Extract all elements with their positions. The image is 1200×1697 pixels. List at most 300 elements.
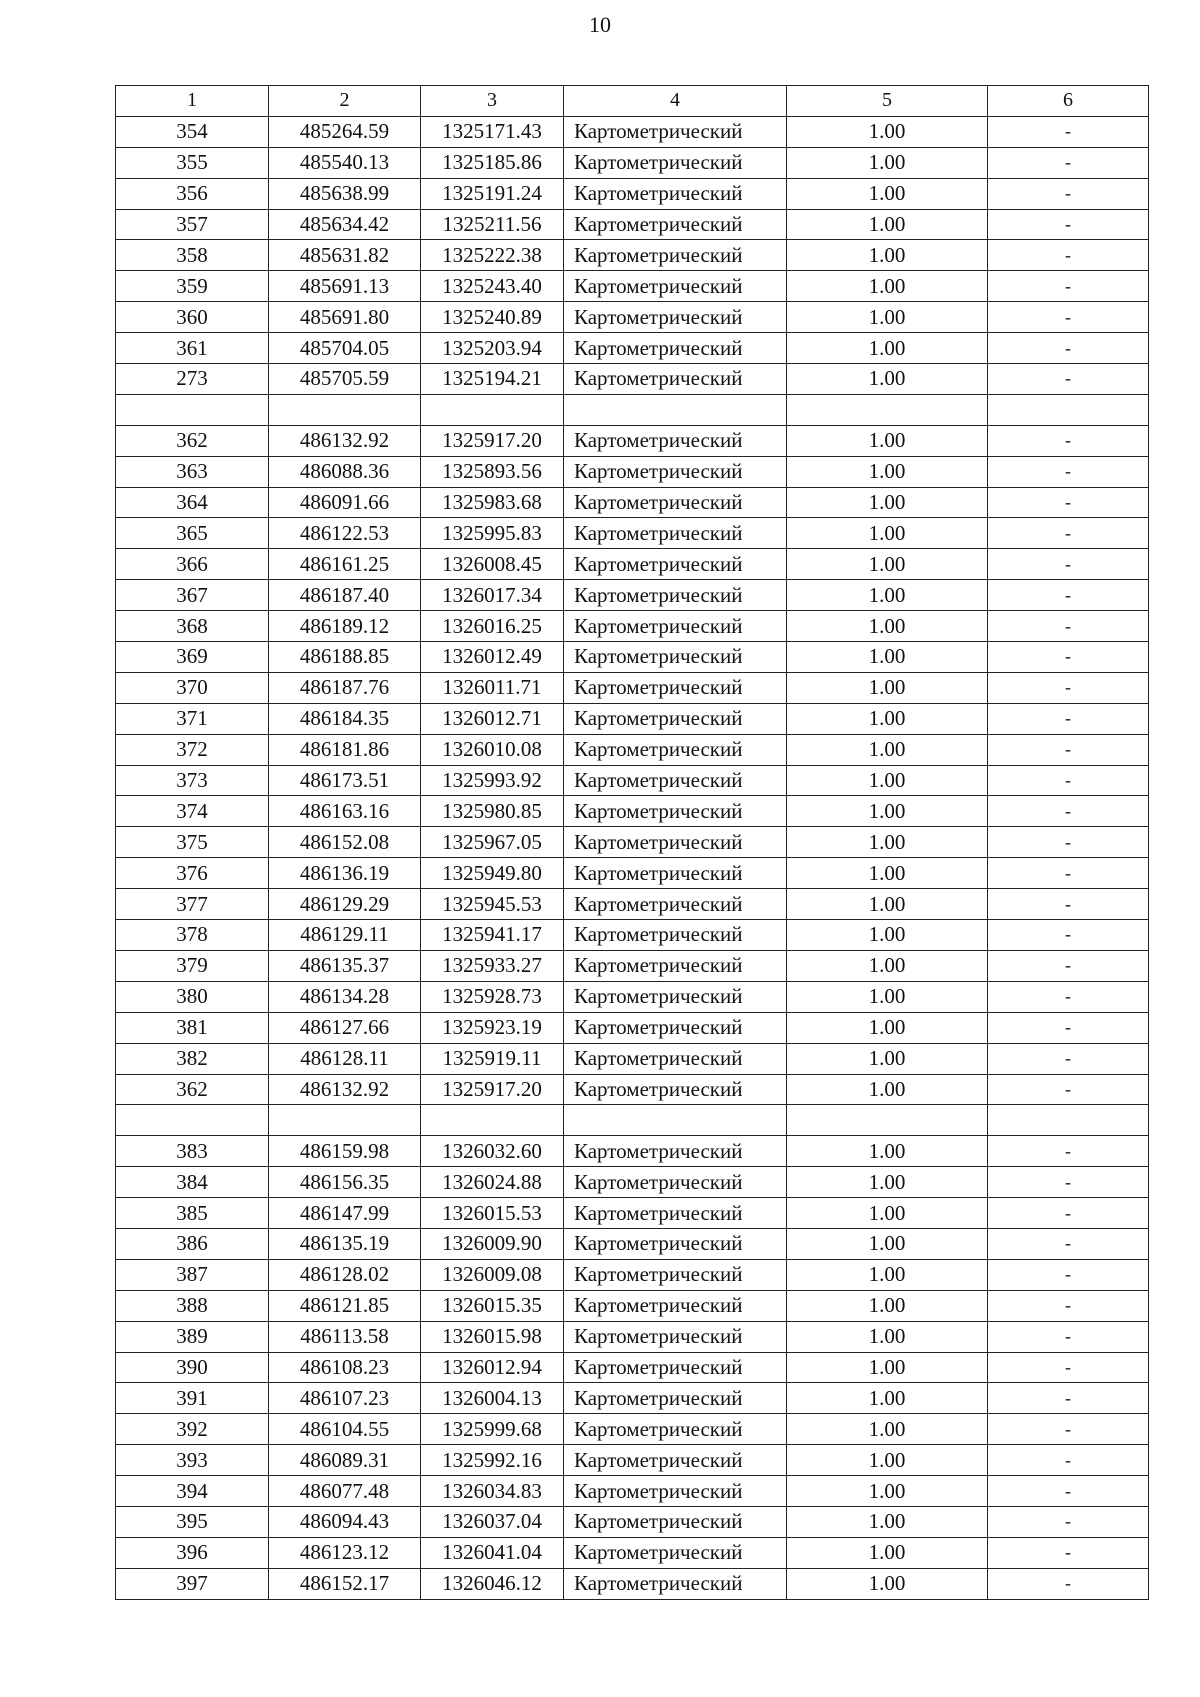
x-coordinate-cell: 486134.28 [269, 981, 421, 1012]
y-coordinate-cell: 1326041.04 [421, 1537, 564, 1568]
x-coordinate-cell: 485704.05 [269, 333, 421, 364]
y-coordinate-cell: 1325243.40 [421, 271, 564, 302]
y-coordinate-cell: 1326009.90 [421, 1228, 564, 1259]
table-row [116, 333, 1149, 364]
point-number-cell: 383 [116, 1136, 269, 1167]
note-cell: - [988, 672, 1149, 703]
note-cell: - [988, 981, 1149, 1012]
y-coordinate-cell: 1326012.71 [421, 703, 564, 734]
method-cell: Картометрический [564, 1414, 787, 1445]
x-coordinate-cell: 486135.37 [269, 950, 421, 981]
table-row [116, 1383, 1149, 1414]
accuracy-cell: 1.00 [787, 1352, 988, 1383]
note-cell: - [988, 858, 1149, 889]
method-cell: Картометрический [564, 333, 787, 364]
method-cell: Картометрический [564, 1383, 787, 1414]
note-cell: - [988, 1352, 1149, 1383]
table-row [116, 1352, 1149, 1383]
table-row [116, 765, 1149, 796]
accuracy-cell: 1.00 [787, 580, 988, 611]
method-cell: Картометрический [564, 364, 787, 395]
x-coordinate-cell: 486129.11 [269, 920, 421, 951]
table-row [116, 147, 1149, 178]
method-cell: Картометрический [564, 240, 787, 271]
method-cell: Картометрический [564, 1352, 787, 1383]
y-coordinate-cell: 1326017.34 [421, 580, 564, 611]
note-cell: - [988, 302, 1149, 333]
accuracy-cell: 1.00 [787, 765, 988, 796]
x-coordinate-cell: 485540.13 [269, 147, 421, 178]
y-coordinate-cell: 1325983.68 [421, 487, 564, 518]
accuracy-cell: 1.00 [787, 456, 988, 487]
note-cell: - [988, 1136, 1149, 1167]
point-number-cell: 363 [116, 456, 269, 487]
table-row [116, 425, 1149, 456]
table-row [116, 734, 1149, 765]
method-cell: Картометрический [564, 425, 787, 456]
note-cell: - [988, 1074, 1149, 1105]
y-coordinate-cell: 1325919.11 [421, 1043, 564, 1074]
y-coordinate-cell: 1326004.13 [421, 1383, 564, 1414]
x-coordinate-cell: 485638.99 [269, 178, 421, 209]
point-number-cell: 387 [116, 1259, 269, 1290]
empty-cell [116, 394, 269, 425]
note-cell: - [988, 1568, 1149, 1599]
y-coordinate-cell: 1325917.20 [421, 1074, 564, 1105]
accuracy-cell: 1.00 [787, 1167, 988, 1198]
x-coordinate-cell: 486128.11 [269, 1043, 421, 1074]
x-coordinate-cell: 486113.58 [269, 1321, 421, 1352]
table-row [116, 456, 1149, 487]
empty-cell [269, 394, 421, 425]
y-coordinate-cell: 1326009.08 [421, 1259, 564, 1290]
note-cell: - [988, 1537, 1149, 1568]
note-cell: - [988, 456, 1149, 487]
x-coordinate-cell: 486107.23 [269, 1383, 421, 1414]
table-row [116, 487, 1149, 518]
method-cell: Картометрический [564, 487, 787, 518]
note-cell: - [988, 827, 1149, 858]
table-row [116, 1167, 1149, 1198]
point-number-cell: 372 [116, 734, 269, 765]
x-coordinate-cell: 486188.85 [269, 642, 421, 673]
accuracy-cell: 1.00 [787, 1537, 988, 1568]
table-row [116, 1198, 1149, 1229]
x-coordinate-cell: 486187.76 [269, 672, 421, 703]
x-coordinate-cell: 486173.51 [269, 765, 421, 796]
table-row [116, 642, 1149, 673]
note-cell: - [988, 240, 1149, 271]
method-cell: Картометрический [564, 796, 787, 827]
table-row [116, 302, 1149, 333]
y-coordinate-cell: 1326015.98 [421, 1321, 564, 1352]
note-cell: - [988, 518, 1149, 549]
x-coordinate-cell: 486108.23 [269, 1352, 421, 1383]
method-cell: Картометрический [564, 1290, 787, 1321]
note-cell: - [988, 580, 1149, 611]
accuracy-cell: 1.00 [787, 703, 988, 734]
point-number-cell: 369 [116, 642, 269, 673]
point-number-cell: 376 [116, 858, 269, 889]
note-cell: - [988, 549, 1149, 580]
table-row [116, 116, 1149, 147]
empty-cell [988, 394, 1149, 425]
y-coordinate-cell: 1326037.04 [421, 1506, 564, 1537]
note-cell: - [988, 1506, 1149, 1537]
point-number-cell: 392 [116, 1414, 269, 1445]
x-coordinate-cell: 485634.42 [269, 209, 421, 240]
accuracy-cell: 1.00 [787, 950, 988, 981]
method-cell: Картометрический [564, 920, 787, 951]
method-cell: Картометрический [564, 518, 787, 549]
y-coordinate-cell: 1325211.56 [421, 209, 564, 240]
method-cell: Картометрический [564, 580, 787, 611]
note-cell: - [988, 333, 1149, 364]
method-cell: Картометрический [564, 1228, 787, 1259]
accuracy-cell: 1.00 [787, 1043, 988, 1074]
table-row [116, 1445, 1149, 1476]
accuracy-cell: 1.00 [787, 1012, 988, 1043]
point-number-cell: 389 [116, 1321, 269, 1352]
x-coordinate-cell: 486121.85 [269, 1290, 421, 1321]
table-body [116, 116, 1149, 1599]
x-coordinate-cell: 485264.59 [269, 116, 421, 147]
y-coordinate-cell: 1325923.19 [421, 1012, 564, 1043]
note-cell: - [988, 889, 1149, 920]
y-coordinate-cell: 1326016.25 [421, 611, 564, 642]
method-cell: Картометрический [564, 456, 787, 487]
y-coordinate-cell: 1326010.08 [421, 734, 564, 765]
note-cell: - [988, 1012, 1149, 1043]
x-coordinate-cell: 486129.29 [269, 889, 421, 920]
y-coordinate-cell: 1326034.83 [421, 1476, 564, 1507]
x-coordinate-cell: 486089.31 [269, 1445, 421, 1476]
table-row [116, 518, 1149, 549]
x-coordinate-cell: 486152.17 [269, 1568, 421, 1599]
x-coordinate-cell: 486161.25 [269, 549, 421, 580]
y-coordinate-cell: 1325967.05 [421, 827, 564, 858]
table-row [116, 1228, 1149, 1259]
method-cell: Картометрический [564, 178, 787, 209]
note-cell: - [988, 147, 1149, 178]
method-cell: Картометрический [564, 765, 787, 796]
accuracy-cell: 1.00 [787, 1259, 988, 1290]
method-cell: Картометрический [564, 549, 787, 580]
note-cell: - [988, 950, 1149, 981]
y-coordinate-cell: 1326012.94 [421, 1352, 564, 1383]
x-coordinate-cell: 486159.98 [269, 1136, 421, 1167]
x-coordinate-cell: 486136.19 [269, 858, 421, 889]
y-coordinate-cell: 1326024.88 [421, 1167, 564, 1198]
point-number-cell: 374 [116, 796, 269, 827]
method-cell: Картометрический [564, 1259, 787, 1290]
method-cell: Картометрический [564, 1198, 787, 1229]
point-number-cell: 373 [116, 765, 269, 796]
accuracy-cell: 1.00 [787, 611, 988, 642]
empty-cell [564, 1105, 787, 1136]
y-coordinate-cell: 1325203.94 [421, 333, 564, 364]
y-coordinate-cell: 1325933.27 [421, 950, 564, 981]
note-cell: - [988, 1383, 1149, 1414]
separator-row [116, 394, 1149, 425]
coordinates-table [115, 85, 1149, 1600]
point-number-cell: 394 [116, 1476, 269, 1507]
table-row [116, 1012, 1149, 1043]
table-row [116, 858, 1149, 889]
y-coordinate-cell: 1326032.60 [421, 1136, 564, 1167]
y-coordinate-cell: 1325222.38 [421, 240, 564, 271]
header-cell-6: 6 [988, 86, 1149, 117]
method-cell: Картометрический [564, 1537, 787, 1568]
x-coordinate-cell: 486189.12 [269, 611, 421, 642]
note-cell: - [988, 209, 1149, 240]
y-coordinate-cell: 1325185.86 [421, 147, 564, 178]
note-cell: - [988, 642, 1149, 673]
table-row [116, 178, 1149, 209]
method-cell: Картометрический [564, 1476, 787, 1507]
point-number-cell: 380 [116, 981, 269, 1012]
accuracy-cell: 1.00 [787, 1445, 988, 1476]
y-coordinate-cell: 1325240.89 [421, 302, 564, 333]
table-row [116, 920, 1149, 951]
method-cell: Картометрический [564, 147, 787, 178]
method-cell: Картометрический [564, 611, 787, 642]
note-cell: - [988, 178, 1149, 209]
table-row [116, 796, 1149, 827]
note-cell: - [988, 920, 1149, 951]
point-number-cell: 381 [116, 1012, 269, 1043]
accuracy-cell: 1.00 [787, 178, 988, 209]
method-cell: Картометрический [564, 981, 787, 1012]
x-coordinate-cell: 486132.92 [269, 425, 421, 456]
y-coordinate-cell: 1325917.20 [421, 425, 564, 456]
table-row [116, 240, 1149, 271]
y-coordinate-cell: 1325995.83 [421, 518, 564, 549]
method-cell: Картометрический [564, 858, 787, 889]
method-cell: Картометрический [564, 672, 787, 703]
y-coordinate-cell: 1326015.35 [421, 1290, 564, 1321]
table-row [116, 271, 1149, 302]
method-cell: Картометрический [564, 116, 787, 147]
x-coordinate-cell: 485705.59 [269, 364, 421, 395]
method-cell: Картометрический [564, 889, 787, 920]
method-cell: Картометрический [564, 1167, 787, 1198]
method-cell: Картометрический [564, 1568, 787, 1599]
accuracy-cell: 1.00 [787, 889, 988, 920]
x-coordinate-cell: 486163.16 [269, 796, 421, 827]
point-number-cell: 382 [116, 1043, 269, 1074]
method-cell: Картометрический [564, 302, 787, 333]
y-coordinate-cell: 1325191.24 [421, 178, 564, 209]
accuracy-cell: 1.00 [787, 1198, 988, 1229]
table-row [116, 1537, 1149, 1568]
accuracy-cell: 1.00 [787, 1506, 988, 1537]
point-number-cell: 395 [116, 1506, 269, 1537]
separator-row [116, 1105, 1149, 1136]
point-number-cell: 355 [116, 147, 269, 178]
empty-cell [421, 1105, 564, 1136]
accuracy-cell: 1.00 [787, 271, 988, 302]
note-cell: - [988, 1043, 1149, 1074]
y-coordinate-cell: 1325999.68 [421, 1414, 564, 1445]
x-coordinate-cell: 486091.66 [269, 487, 421, 518]
point-number-cell: 364 [116, 487, 269, 518]
x-coordinate-cell: 486128.02 [269, 1259, 421, 1290]
point-number-cell: 396 [116, 1537, 269, 1568]
y-coordinate-cell: 1326012.49 [421, 642, 564, 673]
accuracy-cell: 1.00 [787, 1414, 988, 1445]
y-coordinate-cell: 1325928.73 [421, 981, 564, 1012]
point-number-cell: 391 [116, 1383, 269, 1414]
point-number-cell: 362 [116, 1074, 269, 1105]
x-coordinate-cell: 486077.48 [269, 1476, 421, 1507]
header-row [116, 86, 1149, 117]
accuracy-cell: 1.00 [787, 1136, 988, 1167]
point-number-cell: 368 [116, 611, 269, 642]
point-number-cell: 367 [116, 580, 269, 611]
x-coordinate-cell: 486088.36 [269, 456, 421, 487]
y-coordinate-cell: 1326015.53 [421, 1198, 564, 1229]
method-cell: Картометрический [564, 703, 787, 734]
x-coordinate-cell: 486187.40 [269, 580, 421, 611]
x-coordinate-cell: 486135.19 [269, 1228, 421, 1259]
method-cell: Картометрический [564, 1136, 787, 1167]
table-row [116, 364, 1149, 395]
point-number-cell: 386 [116, 1228, 269, 1259]
table-row [116, 1321, 1149, 1352]
table-row [116, 549, 1149, 580]
empty-cell [269, 1105, 421, 1136]
point-number-cell: 362 [116, 425, 269, 456]
x-coordinate-cell: 486123.12 [269, 1537, 421, 1568]
point-number-cell: 357 [116, 209, 269, 240]
table-row [116, 1506, 1149, 1537]
table-row [116, 950, 1149, 981]
y-coordinate-cell: 1325194.21 [421, 364, 564, 395]
accuracy-cell: 1.00 [787, 734, 988, 765]
x-coordinate-cell: 485691.80 [269, 302, 421, 333]
method-cell: Картометрический [564, 950, 787, 981]
y-coordinate-cell: 1326011.71 [421, 672, 564, 703]
point-number-cell: 385 [116, 1198, 269, 1229]
accuracy-cell: 1.00 [787, 147, 988, 178]
table-row [116, 981, 1149, 1012]
point-number-cell: 384 [116, 1167, 269, 1198]
note-cell: - [988, 487, 1149, 518]
point-number-cell: 361 [116, 333, 269, 364]
method-cell: Картометрический [564, 1012, 787, 1043]
accuracy-cell: 1.00 [787, 981, 988, 1012]
note-cell: - [988, 765, 1149, 796]
x-coordinate-cell: 486132.92 [269, 1074, 421, 1105]
accuracy-cell: 1.00 [787, 1476, 988, 1507]
note-cell: - [988, 611, 1149, 642]
method-cell: Картометрический [564, 734, 787, 765]
point-number-cell: 354 [116, 116, 269, 147]
note-cell: - [988, 1228, 1149, 1259]
accuracy-cell: 1.00 [787, 642, 988, 673]
note-cell: - [988, 1445, 1149, 1476]
point-number-cell: 366 [116, 549, 269, 580]
y-coordinate-cell: 1325171.43 [421, 116, 564, 147]
accuracy-cell: 1.00 [787, 796, 988, 827]
x-coordinate-cell: 485691.13 [269, 271, 421, 302]
header-cell-2: 2 [269, 86, 421, 117]
point-number-cell: 393 [116, 1445, 269, 1476]
accuracy-cell: 1.00 [787, 425, 988, 456]
method-cell: Картометрический [564, 1074, 787, 1105]
empty-cell [421, 394, 564, 425]
accuracy-cell: 1.00 [787, 1383, 988, 1414]
note-cell: - [988, 1167, 1149, 1198]
method-cell: Картометрический [564, 1506, 787, 1537]
y-coordinate-cell: 1325980.85 [421, 796, 564, 827]
x-coordinate-cell: 486184.35 [269, 703, 421, 734]
table-row [116, 1414, 1149, 1445]
page-number: 10 [589, 12, 611, 37]
table-row [116, 209, 1149, 240]
empty-cell [787, 394, 988, 425]
point-number-cell: 356 [116, 178, 269, 209]
method-cell: Картометрический [564, 642, 787, 673]
header-cell-1: 1 [116, 86, 269, 117]
header-cell-3: 3 [421, 86, 564, 117]
note-cell: - [988, 1198, 1149, 1229]
point-number-cell: 358 [116, 240, 269, 271]
table-header [116, 86, 1149, 117]
table-row [116, 1074, 1149, 1105]
accuracy-cell: 1.00 [787, 1290, 988, 1321]
accuracy-cell: 1.00 [787, 549, 988, 580]
x-coordinate-cell: 486122.53 [269, 518, 421, 549]
y-coordinate-cell: 1326008.45 [421, 549, 564, 580]
x-coordinate-cell: 486104.55 [269, 1414, 421, 1445]
note-cell: - [988, 796, 1149, 827]
point-number-cell: 370 [116, 672, 269, 703]
point-number-cell: 379 [116, 950, 269, 981]
note-cell: - [988, 1321, 1149, 1352]
method-cell: Картометрический [564, 1043, 787, 1074]
method-cell: Картометрический [564, 209, 787, 240]
note-cell: - [988, 1414, 1149, 1445]
accuracy-cell: 1.00 [787, 518, 988, 549]
note-cell: - [988, 734, 1149, 765]
note-cell: - [988, 271, 1149, 302]
table-row [116, 611, 1149, 642]
note-cell: - [988, 425, 1149, 456]
method-cell: Картометрический [564, 827, 787, 858]
note-cell: - [988, 1290, 1149, 1321]
point-number-cell: 375 [116, 827, 269, 858]
x-coordinate-cell: 486094.43 [269, 1506, 421, 1537]
accuracy-cell: 1.00 [787, 858, 988, 889]
header-cell-5: 5 [787, 86, 988, 117]
y-coordinate-cell: 1325893.56 [421, 456, 564, 487]
y-coordinate-cell: 1325945.53 [421, 889, 564, 920]
method-cell: Картометрический [564, 271, 787, 302]
table-row [116, 1259, 1149, 1290]
x-coordinate-cell: 486127.66 [269, 1012, 421, 1043]
note-cell: - [988, 364, 1149, 395]
y-coordinate-cell: 1325993.92 [421, 765, 564, 796]
note-cell: - [988, 1259, 1149, 1290]
x-coordinate-cell: 485631.82 [269, 240, 421, 271]
y-coordinate-cell: 1325941.17 [421, 920, 564, 951]
point-number-cell: 378 [116, 920, 269, 951]
table-row [116, 1290, 1149, 1321]
method-cell: Картометрический [564, 1321, 787, 1352]
point-number-cell: 360 [116, 302, 269, 333]
